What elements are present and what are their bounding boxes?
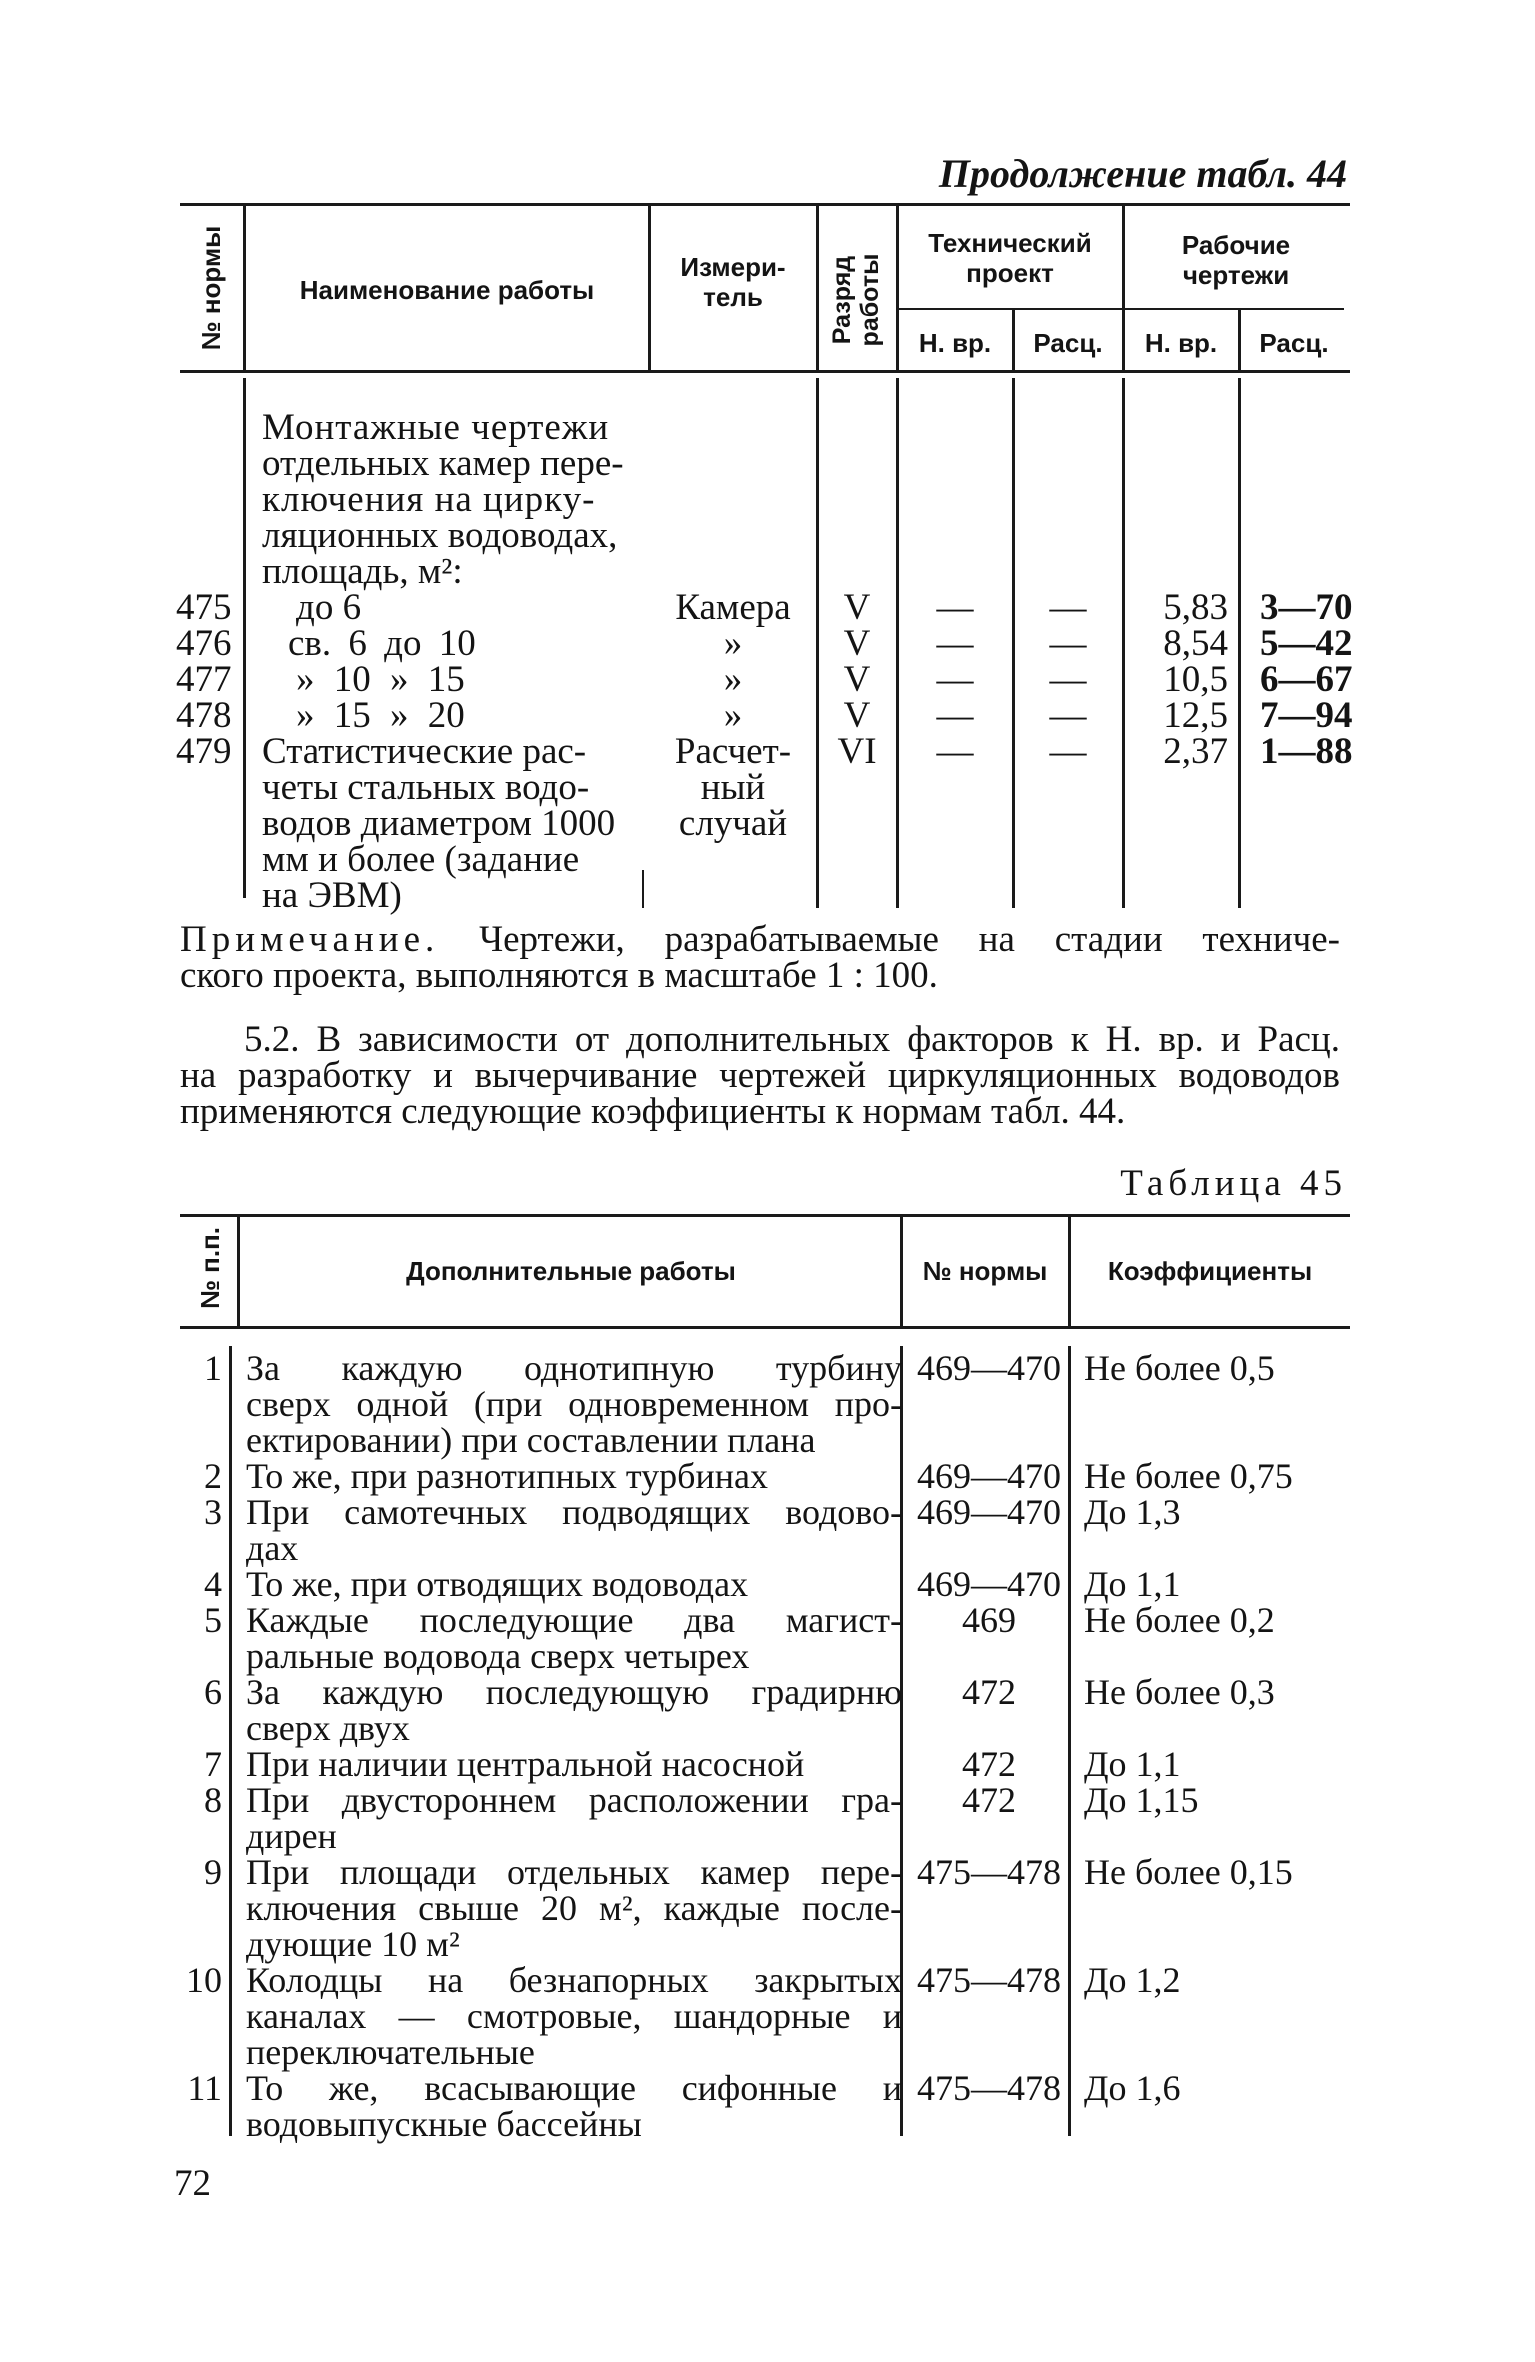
work-line: За каждую однотипную турбину [246,1348,902,1388]
coefficient: До 1,1 [1084,1564,1181,1604]
work-line: При двустороннем расположении гра- [246,1780,902,1820]
work-name: до 6 [296,587,362,628]
work-line: То же, при отводящих водоводах [246,1564,749,1604]
coefficient: Не более 0,75 [1084,1456,1293,1496]
header-draw-line1: Рабочие [1181,230,1291,260]
coefficient: До 1,15 [1084,1780,1199,1820]
row-number: 5 [204,1600,222,1640]
draw-nvr: 12,5 [1163,695,1228,736]
norm-ref: 469—470 [917,1456,1061,1496]
draw-rasc: 3—70 [1260,587,1353,628]
work-text [246,1962,902,2070]
norm-ref: 472 [962,1780,1016,1820]
table44-header-rule [180,370,1350,373]
norm-ref: 475—478 [917,1852,1061,1892]
header-tech-rasc: Расц. [1033,328,1103,358]
coefficient: Не более 0,5 [1084,1348,1275,1388]
page-number: 72 [174,2163,211,2204]
norm-number: 475 [176,587,232,628]
header-meter-line1: Измери- [680,252,786,282]
work-line: дах [246,1528,299,1568]
draw-nvr: 5,83 [1163,587,1228,628]
coefficient: До 1,6 [1084,2068,1181,2108]
norm-ref: 469—470 [917,1348,1061,1388]
t44-body-vline-1 [243,378,246,898]
header-draw-nvr: Н. вр. [1144,328,1218,358]
draw-rasc: 6—67 [1260,659,1353,700]
note-text-1: Чертежи, разрабатываемые на стадии техниче- [439,919,1340,960]
work-line: переключательные [246,2032,535,2072]
note [180,919,1340,996]
t45-body-vline-3 [1068,1346,1071,2136]
header-work-name: Наименование работы [299,275,595,305]
header-meter [652,252,814,312]
norm-ref: 469 [962,1600,1016,1640]
grade: VI [837,731,877,772]
draw-nvr: 2,37 [1163,731,1228,772]
draw-rasc: 7—94 [1260,695,1353,736]
header-grade [828,220,884,380]
work-text [246,1350,902,1458]
row-number: 7 [204,1744,222,1784]
meter: Камера [675,587,791,628]
header-pp-no: № п.п. [195,1226,225,1310]
draw-nvr: 10,5 [1163,659,1228,700]
intro-line: ключения на цирку- [262,479,596,520]
work-name-line: мм и более (задание [262,839,580,880]
norm-number: 477 [176,659,232,700]
work-text [246,1458,902,1494]
t45-hdr-vline-2 [900,1217,903,1326]
header-draw-line2: чертежи [1182,260,1290,290]
norm-ref: 469—470 [917,1492,1061,1532]
row-number: 10 [186,1960,222,2000]
intro-line: Монтажные чертежи [262,407,610,448]
work-line: сверх двух [246,1708,410,1748]
norm-ref: 469—470 [917,1564,1061,1604]
header-tech-line1: Технический [928,228,1092,258]
meter: » [723,659,743,700]
grade: V [843,587,871,628]
work-text [246,1494,902,1566]
note-line-1 [180,919,1340,960]
work-line: дующие 10 м² [246,1924,460,1964]
norm-ref: 475—478 [917,1960,1061,2000]
header-grade-text: Разряд работы [828,253,884,347]
coefficient: Не более 0,15 [1084,1852,1293,1892]
work-name: » 15 » 20 [296,695,465,736]
work-line: ральные водовода сверх четырех [246,1636,750,1676]
intro-line: площадь, м²: [262,551,463,592]
norm-number: 479 [176,731,232,772]
norm-ref: 475—478 [917,2068,1061,2108]
table45-top-rule [180,1214,1350,1217]
tech-nvr: — [936,731,974,772]
norm-ref: 472 [962,1744,1016,1784]
t44-hdr-vline-6 [1122,206,1125,370]
coefficient: До 1,2 [1084,1960,1181,2000]
t45-body-vline-1 [229,1346,232,2136]
work-line: Каждые последующие два магист- [246,1600,902,1640]
work-text [246,1854,902,1962]
row-number: 6 [204,1672,222,1712]
header-norm-no: № нормы [196,225,226,351]
draw-nvr: 8,54 [1163,623,1228,664]
intro-line: отдельных камер пере- [262,443,624,484]
meter-line: ный [700,767,766,808]
work-text [246,2070,902,2142]
work-line: То же, при разнотипных турбинах [246,1456,768,1496]
tech-rasc: — [1049,731,1087,772]
para-line: 5.2. В зависимости от дополнительных факторов к Н. вр. и Расц. [244,1019,1340,1060]
header-meter-line2: тель [703,282,763,312]
tech-nvr: — [936,587,974,628]
work-name: св. 6 до 10 [288,623,476,664]
grade: V [843,659,871,700]
coefficient: Не более 0,2 [1084,1600,1275,1640]
tech-rasc: — [1049,659,1087,700]
work-name-line: на ЭВМ) [262,875,402,916]
tech-rasc: — [1049,587,1087,628]
work-text [246,1782,902,1854]
meter: » [723,623,743,664]
meter: » [723,695,743,736]
header-working-drawings [1126,230,1346,290]
continuation-title: Продолжение табл. 44 [938,151,1347,196]
header-additional-work: Дополнительные работы [406,1256,736,1286]
t44-hdr-vline-4 [896,206,899,370]
draw-rasc: 5—42 [1260,623,1353,664]
work-line: ектировании) при составлении плана [246,1420,816,1460]
work-line: При самотечных подводящих водово- [246,1492,902,1532]
table45-header-rule [180,1326,1350,1329]
work-name-line: Статистические рас- [262,731,587,772]
tech-project-underline [898,308,1344,310]
t44-hdr-vline-3 [816,206,819,370]
t44-hdr-vline-1 [243,206,246,370]
tech-nvr: — [936,659,974,700]
work-line: То же, всасывающие сифонные и [246,2068,902,2108]
work-text [246,1746,902,1782]
tech-nvr: — [936,623,974,664]
work-text [246,1566,902,1602]
t45-hdr-vline-1 [237,1217,240,1326]
work-name: » 10 » 15 [296,659,465,700]
table45-caption: Таблица 45 [1120,1163,1347,1204]
row-number: 2 [204,1456,222,1496]
work-line: водовыпускные бассейны [246,2104,642,2144]
t44-body-vline-6 [1238,378,1241,908]
work-line: ключения свыше 20 м², каждые после- [246,1888,902,1928]
t44-hdr-vline-5 [1012,310,1015,370]
work-line: При площади отдельных камер пере- [246,1852,902,1892]
coefficient: До 1,1 [1084,1744,1181,1784]
norm-number: 476 [176,623,232,664]
work-line: каналах — смотровые, шандорные и [246,1996,902,2036]
grade: V [843,623,871,664]
header-tech-line2: проект [966,258,1054,288]
header-norm: № нормы [922,1256,1048,1286]
para-line: применяются следующие коэффициенты к нормам табл. 44. [180,1091,1126,1132]
t44-hdr-vline-7 [1238,310,1241,370]
intro-line: ляционных водоводах, [262,515,618,556]
table44-top-rule [180,203,1350,206]
note-line-2: ского проекта, выполняются в масштабе 1 : 100. [180,955,938,996]
meter-line: Расчет- [674,731,792,772]
norm-ref: 472 [962,1672,1016,1712]
work-text [246,1602,902,1674]
t45-hdr-vline-3 [1068,1217,1071,1326]
draw-rasc: 1—88 [1260,731,1353,772]
meter-line: случай [678,803,788,844]
work-name-line: водов диаметром 1000 [262,803,616,844]
work-line: При наличии центральной насосной [246,1744,805,1784]
coefficient: Не более 0,3 [1084,1672,1275,1712]
work-line: диpен [246,1816,337,1856]
work-line: За каждую последующую градирню [246,1672,902,1712]
tech-nvr: — [936,695,974,736]
header-tech-project [900,228,1120,288]
norm-number: 478 [176,695,232,736]
tech-rasc: — [1049,695,1087,736]
row-number: 3 [204,1492,222,1532]
para-line: на разработку и вычерчивание чертежей циркуляционных водоводов [180,1055,1340,1096]
row-number: 1 [204,1348,222,1388]
t44-body-vline-7 [642,870,644,908]
work-text [246,1674,902,1746]
header-draw-rasc: Расц. [1259,328,1329,358]
work-line: сверх одной (при одновременном про- [246,1384,902,1424]
header-coefficients: Коэффициенты [1107,1256,1313,1286]
note-label: Примечание. [180,919,440,960]
t44-hdr-vline-2 [648,206,651,370]
row-number: 9 [204,1852,222,1892]
row-number: 11 [187,2068,222,2108]
tech-rasc: — [1049,623,1087,664]
grade: V [843,695,871,736]
row-number: 8 [204,1780,222,1820]
coefficient: До 1,3 [1084,1492,1181,1532]
paragraph-5-2 [180,1019,1340,1132]
work-line: Колодцы на безнапорных закрытых [246,1960,902,2000]
row-number: 4 [204,1564,222,1604]
header-tech-nvr: Н. вр. [918,328,992,358]
work-name-line: четы стальных водо- [262,767,590,808]
